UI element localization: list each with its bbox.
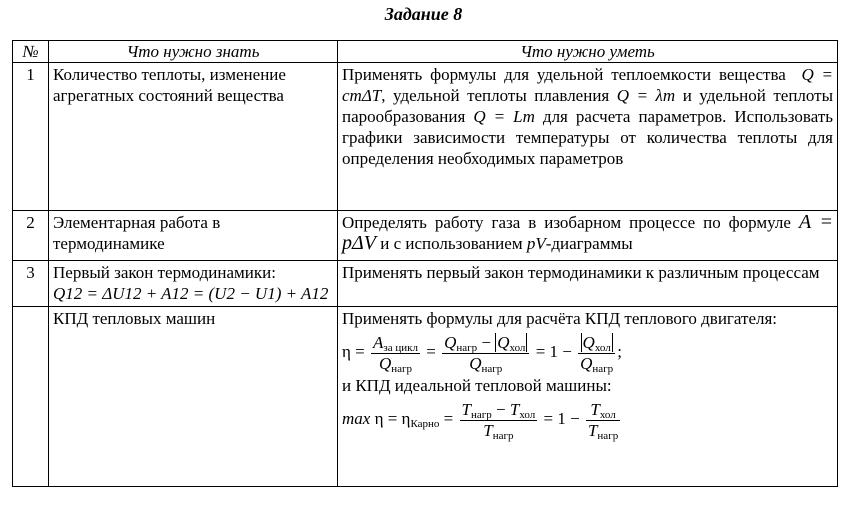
table-row bbox=[13, 307, 838, 487]
row-know: КПД тепловых машин bbox=[49, 307, 338, 487]
header-know: Что нужно знать bbox=[49, 41, 338, 63]
text-segment: Применять формулы для удельной теплоемкости вещества bbox=[342, 65, 786, 84]
table-row bbox=[13, 63, 838, 211]
text-segment: и удельной теплоты парообразования bbox=[342, 86, 834, 126]
formula-vaporization: Q = Lm bbox=[473, 107, 535, 126]
text-segment: и с использованием bbox=[380, 234, 523, 253]
formula-carnot: $\max \eta = \eta_{Карно}$ = $\frac{T_{нагр} - T_{хол}}{T_{нагр}}$ = 1 − $\frac{T_{хол}}{T_{нагр}}$ bbox=[342, 399, 619, 442]
formula-efficiency: η = $\frac{A_{за цикл}}{Q_{нагр}}$ = $\frac{Q_{нагр} - Q_{хол}}{Q_{нагр}}$ = 1 − $\frac{Q_{хол}}{Q_{нагр}}$ ; bbox=[342, 332, 622, 375]
fraction: $\frac{Q_{хол}}{Q_{нагр}}$ bbox=[580, 332, 614, 375]
row-num: 3 bbox=[13, 261, 49, 307]
row-num: 1 bbox=[13, 63, 49, 211]
row-know bbox=[49, 261, 338, 307]
row-can bbox=[338, 63, 838, 211]
table-row bbox=[13, 261, 838, 307]
fraction: $\frac{T_{нагр} - T_{хол}}{T_{нагр}}$ bbox=[461, 399, 536, 442]
text-segment: и КПД идеальной тепловой машины: bbox=[342, 376, 612, 395]
text-segment: , удельной теплоты плавления bbox=[381, 86, 610, 105]
row-num bbox=[13, 307, 49, 487]
formula-first-law: Q12 = ΔU12 + A12 = (U2 − U1) + A12 bbox=[53, 284, 329, 303]
row-num: 2 bbox=[13, 211, 49, 261]
row-can bbox=[338, 211, 838, 261]
knowledge-table bbox=[12, 40, 838, 487]
row-can bbox=[338, 307, 838, 487]
text-segment: Применять формулы для расчёта КПД теплового двигателя: bbox=[342, 309, 778, 328]
text-segment: -диаграммы bbox=[545, 234, 633, 253]
text-segment: Определять работу газа в изобарном процессе по формуле bbox=[342, 213, 791, 232]
task-title: Задание 8 bbox=[384, 4, 463, 24]
text-segment: Первый закон термодинамики: bbox=[53, 263, 276, 282]
fraction: $\frac{A_{за цикл}}{Q_{нагр}}$ bbox=[372, 332, 418, 375]
table-row bbox=[13, 211, 838, 261]
table-header-row bbox=[13, 41, 838, 63]
text-segment: для расчета параметров. Использовать графики зависимости температуры от количества теплоты для определения необходимых параметров bbox=[342, 107, 834, 168]
fraction: $\frac{Q_{нагр} - Q_{хол}}{Q_{нагр}}$ bbox=[442, 333, 529, 374]
header-can: Что нужно уметь bbox=[338, 41, 838, 63]
row-know: Элементарная работа в термодинамике bbox=[49, 211, 338, 261]
row-can: Применять первый закон термодинамики к различным процессам bbox=[338, 261, 838, 307]
fraction: $\frac{T_{хол}}{T_{нагр}}$ bbox=[587, 399, 619, 442]
formula-melting: Q = λm bbox=[616, 86, 676, 105]
pv-label: pV bbox=[526, 234, 546, 253]
header-num: № bbox=[13, 41, 49, 63]
row-know: Количество теплоты, изменение агрегатных состояний вещества bbox=[49, 63, 338, 211]
formula-heat: Q = cmΔT bbox=[342, 65, 834, 105]
formula-work: A = pΔV bbox=[342, 211, 834, 254]
